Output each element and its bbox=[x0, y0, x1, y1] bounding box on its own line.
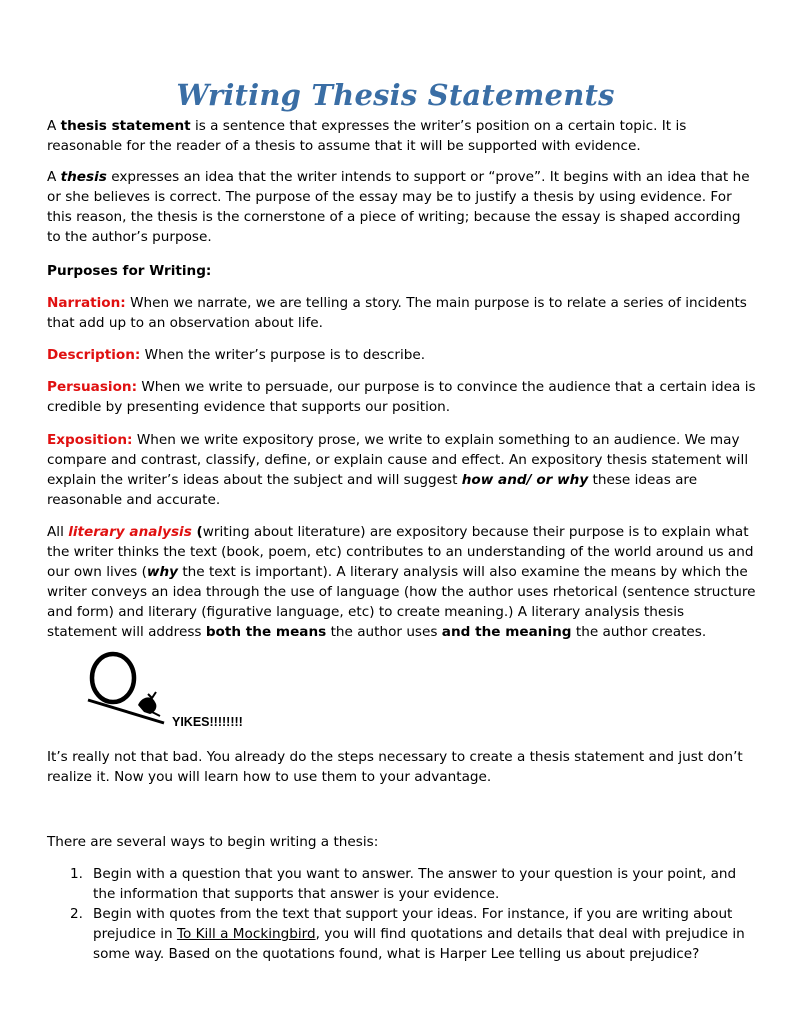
paragraph-description: Description: When the writer’s purpose is to describe. bbox=[47, 347, 426, 363]
emphasis-how-why: how and/ or why bbox=[461, 472, 589, 488]
paragraph-literary-analysis: All literary analysis (writing about literature) are expository because their purpose is to explain what the writer thinks the text (book, poem, etc) contributes to an understanding of the world around us and our own lives (why the text is important). A literary analysis will also examine the means by which the writer conveys an idea through the use of language (how the author uses rhetorical (sentence structure and form) and literary (figurative language, etc) to create meaning.) A literary analysis thesis statement will address both the means the author uses and the meaning the author creates. bbox=[47, 524, 756, 640]
paragraph-narration: Narration: When we narrate, we are telling a story. The main purpose is to relate a series of incidents that add up to an observation about life. bbox=[47, 295, 747, 331]
yikes-caption: YIKES!!!!!!!! bbox=[172, 715, 243, 729]
book-title: To Kill a Mockingbird bbox=[176, 926, 316, 942]
label-description: Description: bbox=[47, 347, 141, 363]
emphasis-and-the-meaning: and the meaning bbox=[441, 624, 572, 640]
purposes-heading: Purposes for Writing: bbox=[47, 263, 212, 279]
page-title: Writing Thesis Statements bbox=[176, 78, 615, 112]
label-persuasion: Persuasion: bbox=[47, 379, 138, 395]
paragraph-persuasion: Persuasion: When we write to persuade, our purpose is to convince the audience that a certain idea is credible by presenting evidence that supports our position. bbox=[47, 379, 756, 415]
term-thesis: thesis bbox=[60, 169, 107, 185]
label-exposition: Exposition: bbox=[47, 432, 133, 448]
emphasis-why: why bbox=[146, 564, 178, 580]
paragraph-thesis-definition: A thesis expresses an idea that the writer intends to support or “prove”. It begins with an idea that he or she believes is correct. The purpose of the essay may be to justify a thesis by using evidence. For this reason, the thesis is the cornerstone of a piece of writing; because the essay is shaped according to the author’s purpose. bbox=[47, 169, 750, 245]
list-item: 1. Begin with a question that you want to answer. The answer to your question is your point, and the information that supports that answer is your evidence. bbox=[70, 866, 737, 902]
term-literary-analysis: literary analysis bbox=[68, 524, 192, 540]
label-narration: Narration: bbox=[47, 295, 126, 311]
paragraph-reassurance: It’s really not that bad. You already do the steps necessary to create a thesis statement and just don’t realize it. Now you will learn how to use them to your advantage. bbox=[47, 749, 743, 785]
paragraph-exposition: Exposition: When we write expository prose, we write to explain something to an audience. We may compare and contrast, classify, define, or explain cause and effect. An expository thesis statement will explain the writer’s ideas about the subject and will suggest how and/ or why these ideas are reasonable and accurate. bbox=[47, 432, 749, 508]
paragraph-ways-intro: There are several ways to begin writing a thesis: bbox=[47, 834, 379, 850]
term-thesis-statement: thesis statement bbox=[60, 118, 191, 134]
ways-list bbox=[47, 864, 757, 964]
list-item: 2. Begin with quotes from the text that support your ideas. For instance, if you are writing about prejudice in To Kill a Mockingbird, you will find quotations and details that deal with prejudice in some way. Based on the quotations found, what is Harper Lee telling us about prejudice? bbox=[70, 906, 745, 962]
paragraph-thesis-statement-definition: A thesis statement is a sentence that expresses the writer’s position on a certain topic. It is reasonable for the reader of a thesis to assume that it will be supported with evidence. bbox=[47, 118, 687, 154]
boulder-rolling-on-figure-icon bbox=[86, 650, 176, 725]
emphasis-both-the-means: both the means bbox=[205, 624, 327, 640]
